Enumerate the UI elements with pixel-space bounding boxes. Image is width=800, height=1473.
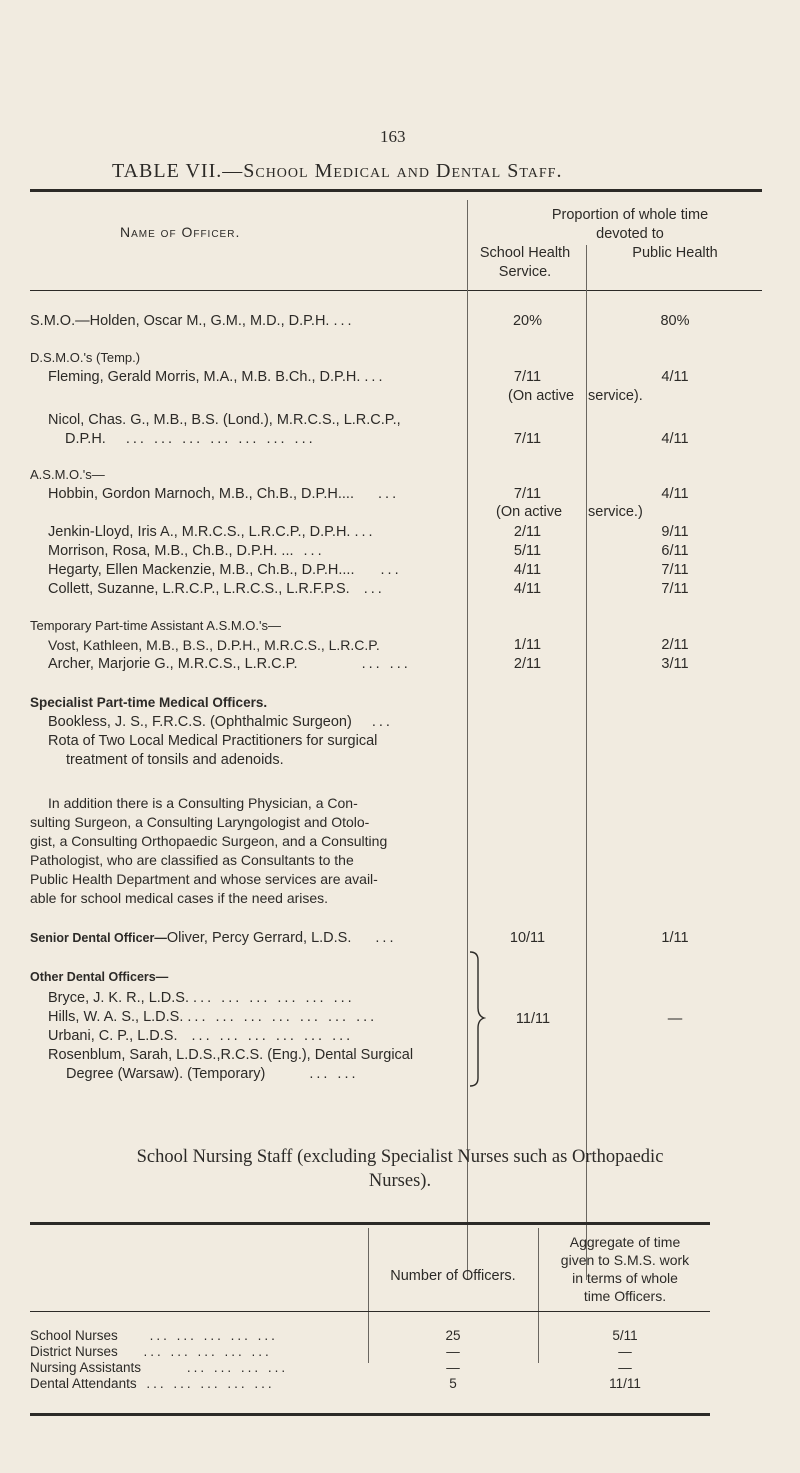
nicol-name-2: D.P.H. ... ... ... ... ... ... ... — [65, 431, 316, 447]
header-name: Name of Officer. — [120, 224, 241, 240]
consultants-para-0: In addition there is a Consulting Physician, a Con- — [48, 795, 358, 811]
asmo-row-4-school: 4/11 — [513, 581, 542, 597]
asmo-row-0-note-left: (On active — [496, 504, 563, 520]
col-line-1 — [467, 200, 468, 1280]
smo-school: 20% — [512, 313, 543, 329]
senior-dental-public: 1/11 — [661, 930, 689, 946]
asmo-row-1-name: Jenkin-Lloyd, Iris A., M.R.C.S., L.R.C.P., D.P.H. ... — [48, 524, 376, 540]
asmo-row-3-name: Hegarty, Ellen Mackenzie, M.B., Ch.B., D.P.H.... ... — [48, 562, 402, 578]
nursing-header-aggregate-0: Aggregate of time — [569, 1234, 681, 1250]
fleming-note-left: (On active — [508, 388, 575, 404]
smo-public: 80% — [660, 313, 690, 329]
nursing-header-rule — [30, 1311, 710, 1312]
asmo-heading: A.S.M.O.'s— — [30, 467, 105, 482]
asmo-row-4-public: 7/11 — [661, 581, 689, 597]
consultants-para-2: gist, a Consulting Orthopaedic Surgeon, and a Consulting — [30, 833, 388, 849]
senior-dental-school: 10/11 — [509, 930, 546, 946]
nursing-bottom-rule — [30, 1413, 710, 1416]
nicol-public: 4/11 — [661, 431, 689, 447]
nursing-header-aggregate-2: in terms of whole — [572, 1270, 678, 1286]
other-dental-public: — — [667, 1011, 683, 1027]
header-school-2: Service. — [498, 264, 552, 280]
table-title: TABLE VII.—School Medical and Dental Staff. — [112, 160, 563, 182]
consultants-para-4: Public Health Department and whose services are avail- — [30, 871, 378, 887]
nicol-school: 7/11 — [513, 431, 542, 447]
nursing-title-2: Nurses). — [368, 1171, 432, 1191]
nursing-row-3-aggregate: 11/11 — [609, 1376, 641, 1391]
fleming-note-right: service). — [588, 388, 643, 404]
temporary-heading: Temporary Part-time Assistant A.S.M.O.'s— — [30, 618, 281, 633]
temporary-row-1-name: Archer, Marjorie G., M.R.C.S., L.R.C.P. ... ... — [48, 656, 411, 672]
asmo-row-3-school: 4/11 — [513, 562, 542, 578]
dsmo-heading: D.S.M.O.'s (Temp.) — [30, 350, 141, 365]
asmo-row-2-name: Morrison, Rosa, M.B., Ch.B., D.P.H. ... ... — [48, 543, 325, 559]
asmo-row-4-name: Collett, Suzanne, L.R.C.P., L.R.C.S., L.R.F.P.S. ... — [48, 581, 385, 597]
header-public: Public Health — [632, 245, 718, 261]
asmo-row-3-public: 7/11 — [661, 562, 689, 578]
bookless-name: Bookless, J. S., F.R.C.S. (Ophthalmic Surgeon) ... — [48, 714, 393, 730]
other-dental-row-2: Urbani, C. P., L.D.S. ... ... ... ... ... ... — [48, 1028, 354, 1044]
nursing-row-0-number: 25 — [445, 1328, 461, 1343]
header-proportion-2: devoted to — [596, 226, 664, 242]
nursing-col-line-2 — [538, 1228, 539, 1363]
nursing-row-3-number: 5 — [449, 1376, 457, 1391]
nursing-row-3-label: Dental Attendants ... ... ... ... ... — [30, 1376, 275, 1391]
temporary-row-0-school: 1/11 — [513, 637, 542, 653]
fleming-public: 4/11 — [661, 369, 689, 385]
nicol-name-1: Nicol, Chas. G., M.B., B.S. (Lond.), M.R.C.S., L.R.C.P., — [48, 412, 401, 428]
asmo-row-0-note-right: service.) — [588, 504, 643, 520]
asmo-row-1-public: 9/11 — [661, 524, 689, 540]
rota-line-1: Rota of Two Local Medical Practitioners for surgical — [48, 733, 378, 749]
consultants-para-1: sulting Surgeon, a Consulting Laryngologist and Otolo- — [30, 814, 370, 830]
smo-name: S.M.O.—Holden, Oscar M., G.M., M.D., D.P.H. ... — [30, 313, 355, 329]
temporary-row-0-public: 2/11 — [661, 637, 689, 653]
rota-line-2: treatment of tonsils and adenoids. — [66, 752, 284, 768]
rosenblum-line-2: Degree (Warsaw). (Temporary) ... ... — [66, 1066, 359, 1082]
asmo-row-0-name: Hobbin, Gordon Marnoch, M.B., Ch.B., D.P.H.... ... — [48, 486, 400, 502]
nursing-row-2-aggregate: — — [618, 1360, 632, 1375]
temporary-row-1-school: 2/11 — [513, 656, 542, 672]
specialist-heading: Specialist Part-time Medical Officers. — [30, 695, 268, 710]
nursing-row-2-number: — — [446, 1360, 460, 1375]
asmo-row-0-public: 4/11 — [661, 486, 689, 502]
header-school-1: School Health — [479, 245, 571, 261]
other-dental-school: 11/11 — [515, 1011, 551, 1027]
col-line-2 — [586, 245, 587, 1280]
nursing-row-0-aggregate: 5/11 — [612, 1328, 638, 1343]
header-proportion-1: Proportion of whole time — [551, 207, 709, 223]
nursing-title-1: School Nursing Staff (excluding Specialist Nurses such as Orthopaedic — [136, 1147, 664, 1167]
nursing-row-1-label: District Nurses ... ... ... ... ... — [30, 1344, 272, 1359]
top-rule — [30, 189, 762, 192]
consultants-para-3: Pathologist, who are classified as Consultants to the — [30, 852, 354, 868]
temporary-row-1-public: 3/11 — [661, 656, 689, 672]
rosenblum-line-1: Rosenblum, Sarah, L.D.S.,R.C.S. (Eng.), Dental Surgical — [48, 1047, 414, 1063]
nursing-row-0-label: School Nurses ... ... ... ... ... — [30, 1328, 278, 1343]
nursing-row-1-aggregate: — — [618, 1344, 632, 1359]
nursing-header-number: Number of Officers. — [390, 1268, 516, 1284]
temporary-row-0-name: Vost, Kathleen, M.B., B.S., D.P.H., M.R.C.S., L.R.C.P. — [48, 637, 380, 653]
asmo-row-2-school: 5/11 — [513, 543, 542, 559]
nursing-row-1-number: — — [446, 1344, 460, 1359]
asmo-row-0-school: 7/11 — [513, 486, 542, 502]
nursing-header-aggregate-1: given to S.M.S. work — [560, 1252, 690, 1268]
nursing-header-aggregate-3: time Officers. — [583, 1288, 667, 1304]
asmo-row-2-public: 6/11 — [661, 543, 689, 559]
page-number: 163 — [380, 127, 406, 146]
other-dental-row-1: Hills, W. A. S., L.D.S. ... ... ... ... ... ... ... — [48, 1009, 378, 1025]
other-dental-heading: Other Dental Officers— — [30, 970, 169, 984]
nursing-row-2-label: Nursing Assistants ... ... ... ... — [30, 1360, 289, 1375]
nursing-col-line-1 — [368, 1228, 369, 1363]
senior-dental: Senior Dental Officer—Oliver, Percy Gerrard, L.D.S. ... — [30, 930, 397, 946]
header-rule — [30, 290, 762, 291]
fleming-school: 7/11 — [513, 369, 542, 385]
asmo-row-1-school: 2/11 — [513, 524, 542, 540]
nursing-top-rule — [30, 1222, 710, 1225]
fleming-name: Fleming, Gerald Morris, M.A., M.B. B.Ch., D.P.H. ... — [48, 369, 386, 385]
other-dental-row-0: Bryce, J. K. R., L.D.S. ... ... ... ... ... ... — [48, 990, 355, 1006]
consultants-para-5: able for school medical cases if the need arises. — [30, 890, 329, 906]
